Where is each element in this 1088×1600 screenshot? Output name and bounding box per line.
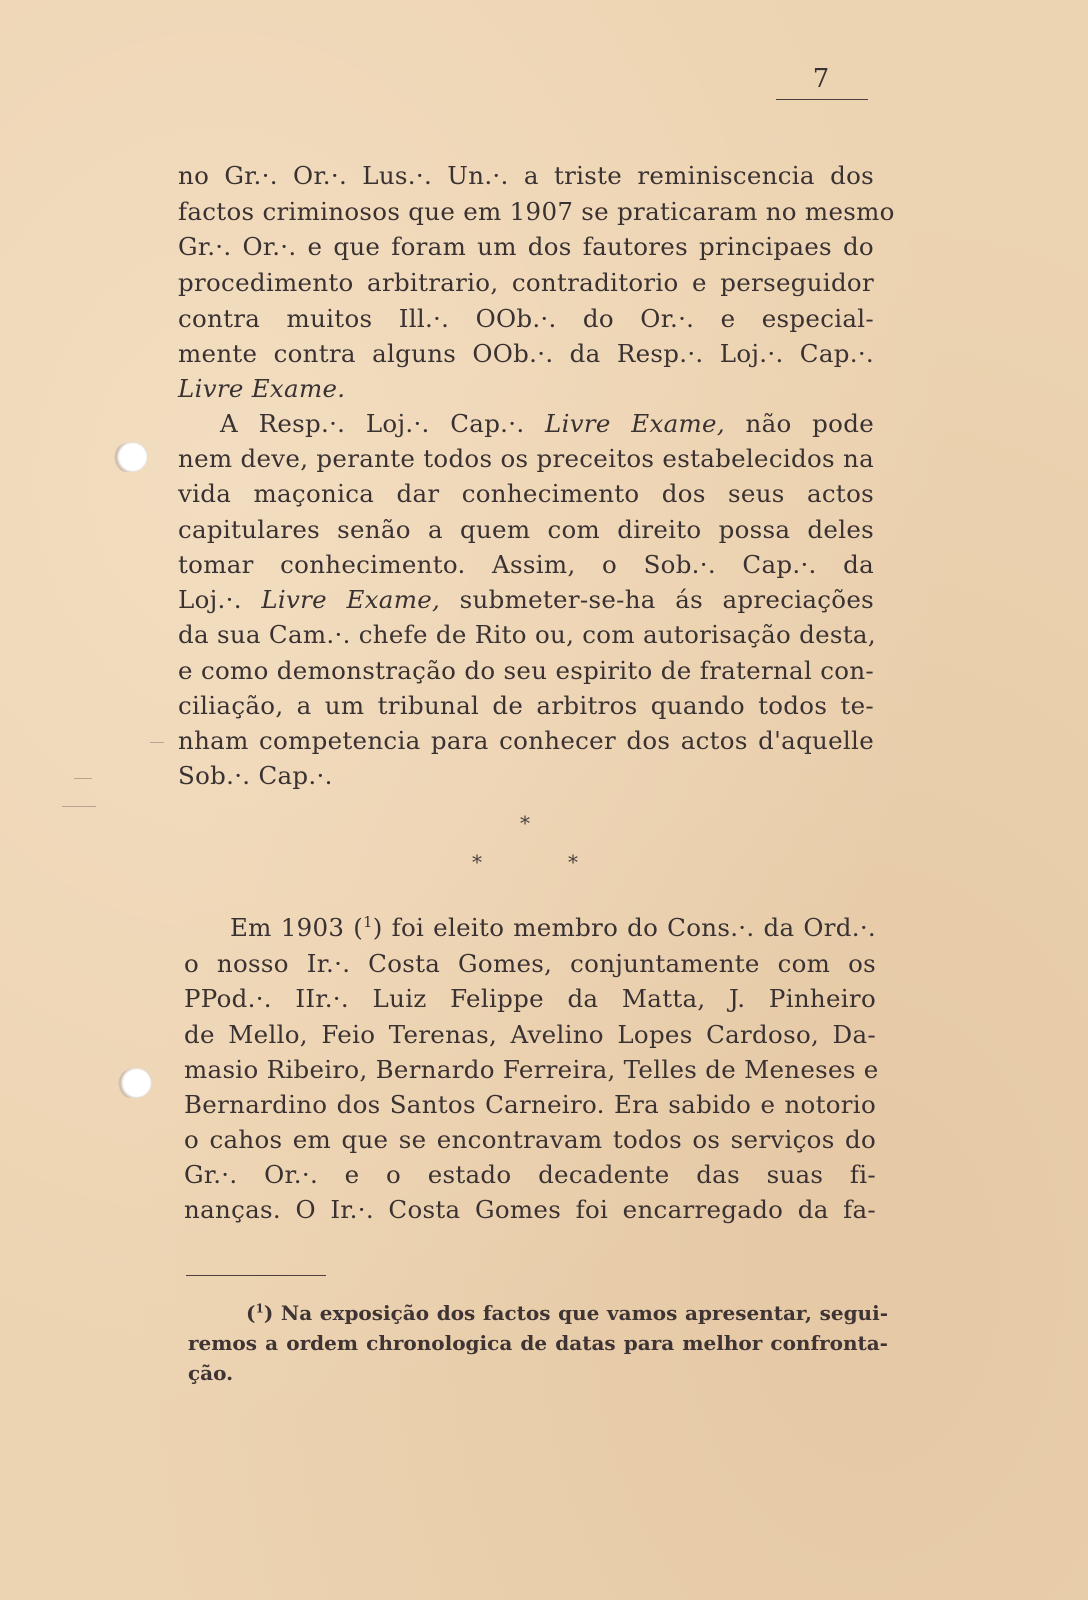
footnote-ref: 1 [363, 913, 373, 931]
text-line: no Gr.·. Or.·. Lus.·. Un.·. a triste reminiscencia dos [178, 161, 874, 190]
separator-asterisk: * [520, 811, 530, 835]
text-line: e como demonstração do seu espirito de fraternal con- [178, 656, 874, 685]
text-span: A Resp.·. Loj.·. Cap.·. [220, 409, 546, 438]
text-line: nem deve, perante todos os preceitos estabelecidos na [178, 444, 874, 473]
text-line: contra muitos Ill.·. OOb.·. do Or.·. e especial- [178, 304, 874, 333]
text-span: Em 1903 ( [230, 913, 364, 942]
italic-lodge-name: Livre Exame, [261, 585, 441, 614]
text-line: o nosso Ir.·. Costa Gomes, conjuntamente com os [184, 949, 876, 978]
margin-mark [74, 778, 92, 779]
text-line: PPod.·. IIr.·. Luiz Felippe da Matta, J. Pinheiro [184, 984, 876, 1013]
text-line: nanças. O Ir.·. Costa Gomes foi encarregado da fa- [184, 1195, 876, 1224]
text-line: Gr.·. Or.·. e que foram um dos fautores principaes do [178, 232, 874, 261]
footnote-line: remos a ordem chronologica de datas para melhor confronta- [188, 1331, 888, 1355]
text-line [178, 582, 874, 618]
text-line: mente contra alguns OOb.·. da Resp.·. Loj.·. Cap.·. [178, 339, 874, 368]
text-line: masio Ribeiro, Bernardo Ferreira, Telles de Meneses e [184, 1055, 879, 1084]
text-span: não pode [724, 409, 874, 438]
page-hole [118, 1068, 152, 1098]
text-span: Na exposição dos factos que vamos apresentar, segui- [273, 1301, 888, 1325]
text-line: de Mello, Feio Terenas, Avelino Lopes Cardoso, Da- [184, 1020, 876, 1049]
page-hole [114, 442, 148, 472]
separator-asterisk: * [568, 850, 578, 874]
text-line: procedimento arbitrario, contraditorio e perseguidor [178, 268, 874, 297]
footnote-line: ção. [188, 1361, 234, 1385]
text-span: Loj.·. [178, 585, 262, 614]
text-span: ) foi eleito membro do Cons.·. da Ord.·. [372, 913, 876, 942]
text-line: Sob.·. Cap.·. [178, 761, 333, 790]
text-line: factos criminosos que em 1907 se praticaram no mesmo [178, 197, 895, 226]
page-number-rule [776, 99, 868, 100]
text-line [178, 371, 874, 407]
italic-lodge-name: Livre Exame. [178, 374, 346, 403]
footnote-marker: 1 [255, 1301, 264, 1316]
text-line: nham competencia para conhecer dos actos d'aquelle [178, 726, 874, 755]
italic-lodge-name: Livre Exame, [545, 409, 725, 438]
text-line: o cahos em que se encontravam todos os serviços do [184, 1125, 876, 1154]
text-line: da sua Cam.·. chefe de Rito ou, com autorisação desta, [178, 620, 876, 649]
margin-mark [62, 806, 96, 807]
separator-asterisk: * [472, 850, 482, 874]
text-line: vida maçonica dar conhecimento dos seus actos [178, 479, 874, 508]
text-line: tomar conhecimento. Assim, o Sob.·. Cap.·. da [178, 550, 874, 579]
text-line: Bernardino dos Santos Carneiro. Era sabido e notorio [184, 1090, 876, 1119]
footnote-rule [186, 1275, 326, 1276]
text-line: capitulares senão a quem com direito possa deles [178, 515, 874, 544]
margin-mark [150, 742, 164, 743]
text-line: Gr.·. Or.·. e o estado decadente das suas fi- [184, 1160, 876, 1189]
text-line [178, 406, 874, 442]
page-number: 7 [812, 64, 830, 94]
text-line: ciliação, a um tribunal de arbitros quando todos te- [178, 691, 874, 720]
text-span: submeter-se-ha ás apreciações [440, 585, 875, 614]
footnote-line: ($^1$) Na exposição dos factos que vamos apresentar, segui- [246, 1301, 888, 1325]
text-line [184, 910, 876, 946]
